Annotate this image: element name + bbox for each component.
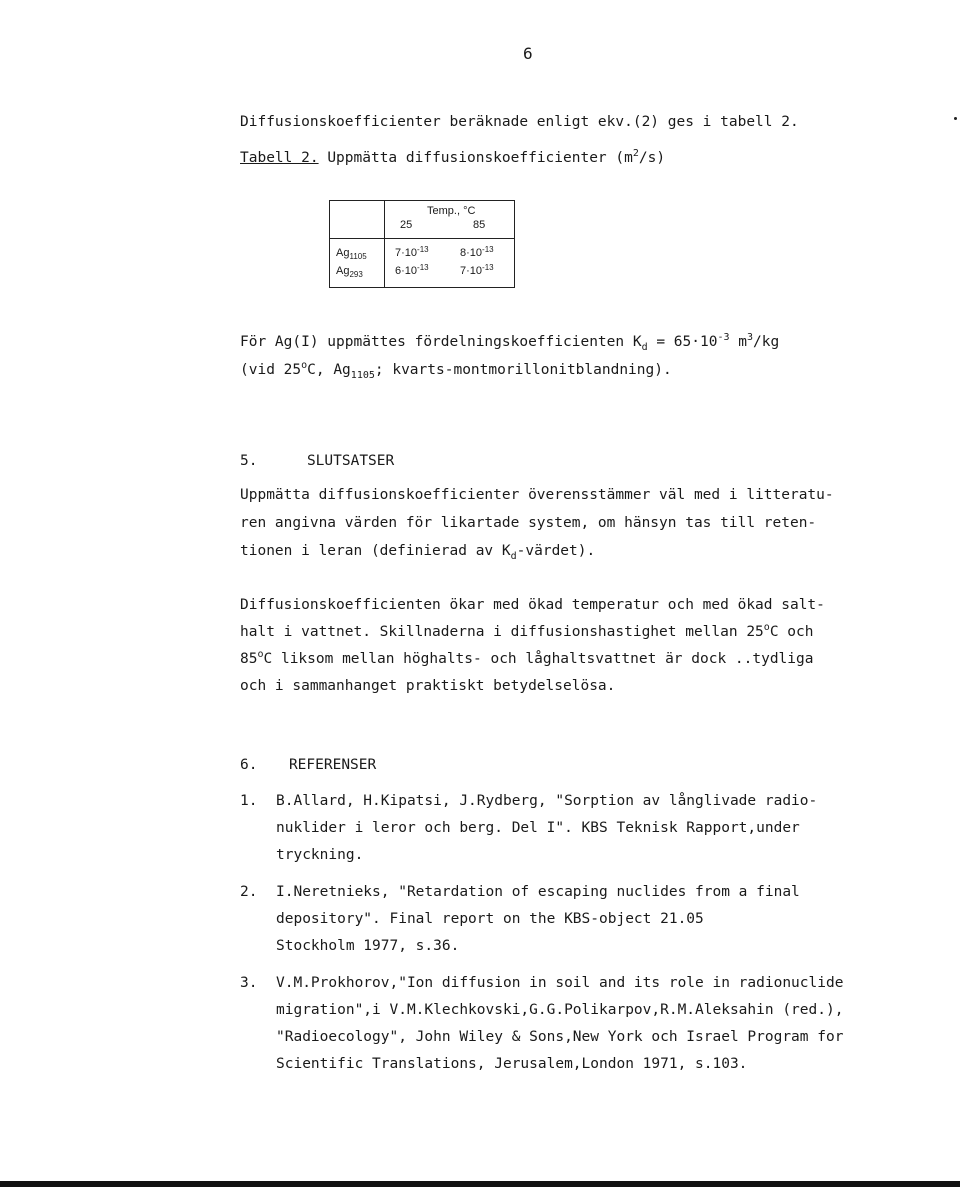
table-caption-text-b: /s) <box>638 150 666 166</box>
paragraph-line: Diffusionskoefficienten ökar med ökad temperatur och med ökad salt- <box>240 597 825 613</box>
reference-number: 2. <box>240 884 258 900</box>
section-number: 6. <box>240 757 258 773</box>
table-row-label: $Ag_{1105}$ <box>336 247 367 261</box>
section-title: REFERENSER <box>288 757 377 773</box>
table-cell: $7\cdot 10^{-13}$ <box>395 245 429 259</box>
table-caption <box>240 150 665 166</box>
table-header-temp-25: 25 <box>400 219 413 231</box>
section-title: SLUTSATSER <box>306 453 395 469</box>
reference-line: Scientific Translations, Jerusalem,London 1971, s.103. <box>276 1056 748 1072</box>
reference-number: 3. <box>240 975 258 991</box>
scan-speck <box>954 117 957 120</box>
reference-line: depository". Final report on the KBS-object 21.05 <box>276 911 704 927</box>
section-number: 5. <box>240 453 258 469</box>
scan-edge <box>0 1181 960 1187</box>
reference-line: migration",i V.M.Klechkovski,G.G.Polikarpov,R.M.Aleksahin (red.), <box>276 1002 844 1018</box>
page-number: 6 <box>523 44 533 63</box>
paragraph-line: och i sammanhanget praktiskt betydelselösa. <box>240 678 616 694</box>
paragraph-line: tionen i leran (definierad av $K_d-värdet$). <box>240 543 596 562</box>
reference-line: V.M.Prokhorov,"Ion diffusion in soil and its role in radionuclide <box>276 975 844 991</box>
table-vertical-rule <box>384 201 385 287</box>
table-horizontal-rule <box>330 238 514 239</box>
paragraph-line: Uppmätta diffusionskoefficienter överensstämmer väl med i litteratu- <box>240 487 834 503</box>
reference-line: tryckning. <box>276 847 364 863</box>
table-cell: $8\cdot 10^{-13}$ <box>460 245 494 259</box>
reference-number: 1. <box>240 793 258 809</box>
reference-line: "Radioecology", John Wiley & Sons,New York och Israel Program for <box>276 1029 844 1045</box>
reference-line: B.Allard, H.Kipatsi, J.Rydberg, "Sorption av långlivade radio- <box>276 793 818 809</box>
table-caption-label: Tabell 2. <box>240 150 319 166</box>
section-heading <box>240 453 394 469</box>
section-heading <box>240 757 376 773</box>
paragraph-line: halt i vattnet. Skillnaderna i diffusionshastighet mellan 25$^o$C och <box>240 622 814 640</box>
paragraph-line: ren angivna värden för likartade system, om hänsyn tas till reten- <box>240 515 817 531</box>
kd-text-line-2: (vid 25$^o$C, $Ag_{1105}$; kvarts-montmorillonitblandning). <box>240 360 672 381</box>
diffusion-table <box>329 200 515 288</box>
reference-line: nuklider i leror och berg. Del I". KBS Teknisk Rapport,under <box>276 820 800 836</box>
reference-line: I.Neretnieks, "Retardation of escaping nuclides from a final <box>276 884 800 900</box>
table-caption-text-a: Uppmätta diffusionskoefficienter (m <box>327 150 633 166</box>
table-header-temp-85: 85 <box>473 219 486 231</box>
paragraph-line: 85$^o$C liksom mellan höghalts- och låghaltsvattnet är dock ..tydliga <box>240 649 814 667</box>
reference-line: Stockholm 1977, s.36. <box>276 938 460 954</box>
table-cell: $7\cdot 10^{-13}$ <box>460 263 494 277</box>
intro-text: Diffusionskoefficienter beräknade enligt ekv.(2) ges i tabell 2. <box>240 114 799 130</box>
table-cell: $6\cdot 10^{-13}$ <box>395 263 429 277</box>
table-row-label: $Ag_{293}$ <box>336 265 363 279</box>
table-caption-sup: 2 <box>632 148 639 159</box>
kd-text-line-1: För Ag(I) uppmättes fördelningskoefficienten $K_d = 65\cdot 10^{-3}$ $m^3/kg$ <box>240 332 780 353</box>
table-header-label: Temp., °C <box>427 205 476 217</box>
